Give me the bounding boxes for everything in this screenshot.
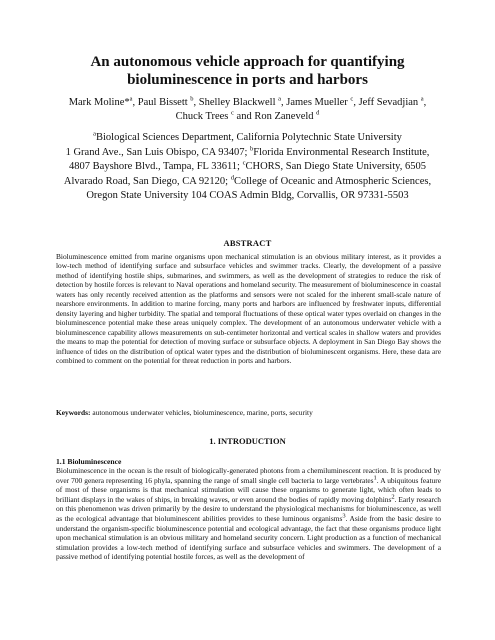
body-paragraph — [56, 466, 441, 562]
affiliation-text: Biological Sciences Department, California Polytechnic State University — [96, 132, 402, 143]
paper-title — [40, 54, 455, 89]
affiliation-text: College of Oceanic and Atmospheric Sciences, — [233, 175, 432, 187]
abstract-heading: ABSTRACT — [223, 238, 272, 248]
body-text: . Aside from the basic desire to understand the organism-specific bioluminescence potential and ecological advantage, the fact that these organisms produce light upon mechanical stimulation is an obvious military and homeland security concern. Light production as a function of mechanical stimulation provides a low-tech method of identifying surface and subsurface vehicles and swimmers. The development of a passive method of identifying potential hostile forces, as well as the development of — [56, 513, 441, 562]
author-name: and Ron Zaneveld — [233, 111, 314, 122]
affiliation-line — [30, 175, 465, 190]
reference-mark: 2 — [391, 493, 395, 501]
affiliations — [30, 131, 465, 204]
keywords-list: autonomous underwater vehicles, bioluminescence, marine, ports, security — [90, 408, 313, 417]
affiliation-text: Alvarado Road, San Diego, CA 92120; — [63, 175, 231, 187]
affiliation-mark: c — [242, 159, 246, 167]
author-line-2 — [40, 110, 455, 124]
author-list — [40, 96, 455, 124]
affiliation-line — [30, 131, 465, 146]
subsection-heading-bioluminescence: 1.1 Bioluminescence — [56, 457, 122, 466]
affiliation-line: Oregon State University 104 COAS Admin Bldg, Corvallis, OR 97331-5503 — [86, 190, 409, 202]
author-affiliation-mark: d — [316, 109, 320, 117]
affiliation-text: Florida Environmental Research Institute, — [253, 146, 430, 158]
reference-mark: 3 — [342, 512, 346, 520]
author-name: Chuck Trees — [175, 111, 229, 122]
author-name: , Paul Bissett — [132, 97, 188, 108]
reference-mark: 1 — [373, 474, 377, 482]
title-line-1: An autonomous vehicle approach for quantifying — [90, 54, 405, 70]
affiliation-mark: b — [250, 145, 254, 153]
affiliation-mark: d — [230, 174, 234, 182]
author-affiliation-mark: a — [129, 95, 133, 103]
author-line-1: Mark Moline*$^a$, Paul Bissett $^b$, Shelley Blackwell $^a$, James Mueller $^c$, Jeff Sevadjian $^a$, — [68, 95, 427, 108]
affiliation-mark: a — [93, 130, 96, 138]
author-name: Mark Moline* — [68, 97, 130, 108]
author-name: , Shelley Blackwell — [193, 97, 276, 108]
author-affiliation-mark: a — [278, 95, 282, 103]
affiliation-text: 1 Grand Ave., San Luis Obispo, CA 93407; — [65, 146, 251, 158]
author-name: , James Mueller — [281, 97, 348, 108]
body-text: . Early research on this phenomenon was driven primarily by the desire to understand the physiological mechanisms for bioluminescence, as well as the ecological advantage that bioluminescent abilities provides to these luminous organisms — [56, 494, 441, 523]
body-text: Bioluminescence in the ocean is the result of biologically-generated photons from a chemiluminescent reaction. It is produced by over 700 genera representing 16 phyla, spanning the range of small single cell bacteria to large vertebrates — [56, 466, 441, 485]
affiliation-text: CHORS, San Diego State University, 6505 — [245, 161, 426, 173]
section-heading-introduction: 1. INTRODUCTION — [209, 436, 286, 446]
author-affiliation-mark: b — [190, 95, 194, 103]
body-text: . A ubiquitous feature of most of these organisms is that mechanical stimulation will cause these organisms to generate light, which often leads to brilliant displays in the wakes of ships, in breaking waves, or even around the bodies of rapidly moving dolphins — [56, 475, 441, 504]
affiliation-text: 4807 Bayshore Blvd., Tampa, FL 33611; — [69, 161, 243, 173]
author-affiliation-mark: c — [350, 95, 354, 103]
keywords — [56, 408, 441, 417]
author-affiliation-mark: a — [420, 95, 424, 103]
keywords-label: Keywords: — [56, 408, 91, 417]
title-line-2: bioluminescence in ports and harbors — [127, 71, 368, 88]
affiliation-line — [30, 146, 465, 161]
author-affiliation-mark: c — [231, 109, 234, 117]
abstract-text: Bioluminescence emitted from marine organisms upon mechanical stimulation is an obvious military interest, as it provides a low-tech method of identifying surface and subsurface vehicles and swimmer tracks. Clearly, the development of a passive method of identifying hostile ships, submarines, and swimmers, as well as the development of strategies to reduce the risk of detection by hostile forces is relevant to Naval operations and homeland security. The measurement of bioluminescence in coastal waters has only recently received attention as the platforms and sensors were not scaled for the inherent small-scale nature of nearshore environments. In addition to marine forcing, many ports and harbors are influenced by freshwater inputs, differential density layering and higher turbidity. The spatial and temporal fluctuations of these optical water types overlaid on changes in the bioluminescence potential make these areas uniquely complex. The development of an autonomous underwater vehicle with a bioluminescence capability allows measurements on sub-centimeter horizontal and vertical scales in shallow waters and provides the means to map the potential for detection of moving surface or subsurface objects. A deployment in San Diego Bay shows the influence of tides on the distribution of optical water types and the distribution of bioluminescent organisms. Here, these data are combined to comment on the potential for threat reduction in ports and harbors. — [56, 252, 441, 365]
author-name: , Jeff Sevadjian — [353, 97, 419, 108]
affiliation-line — [30, 160, 465, 175]
